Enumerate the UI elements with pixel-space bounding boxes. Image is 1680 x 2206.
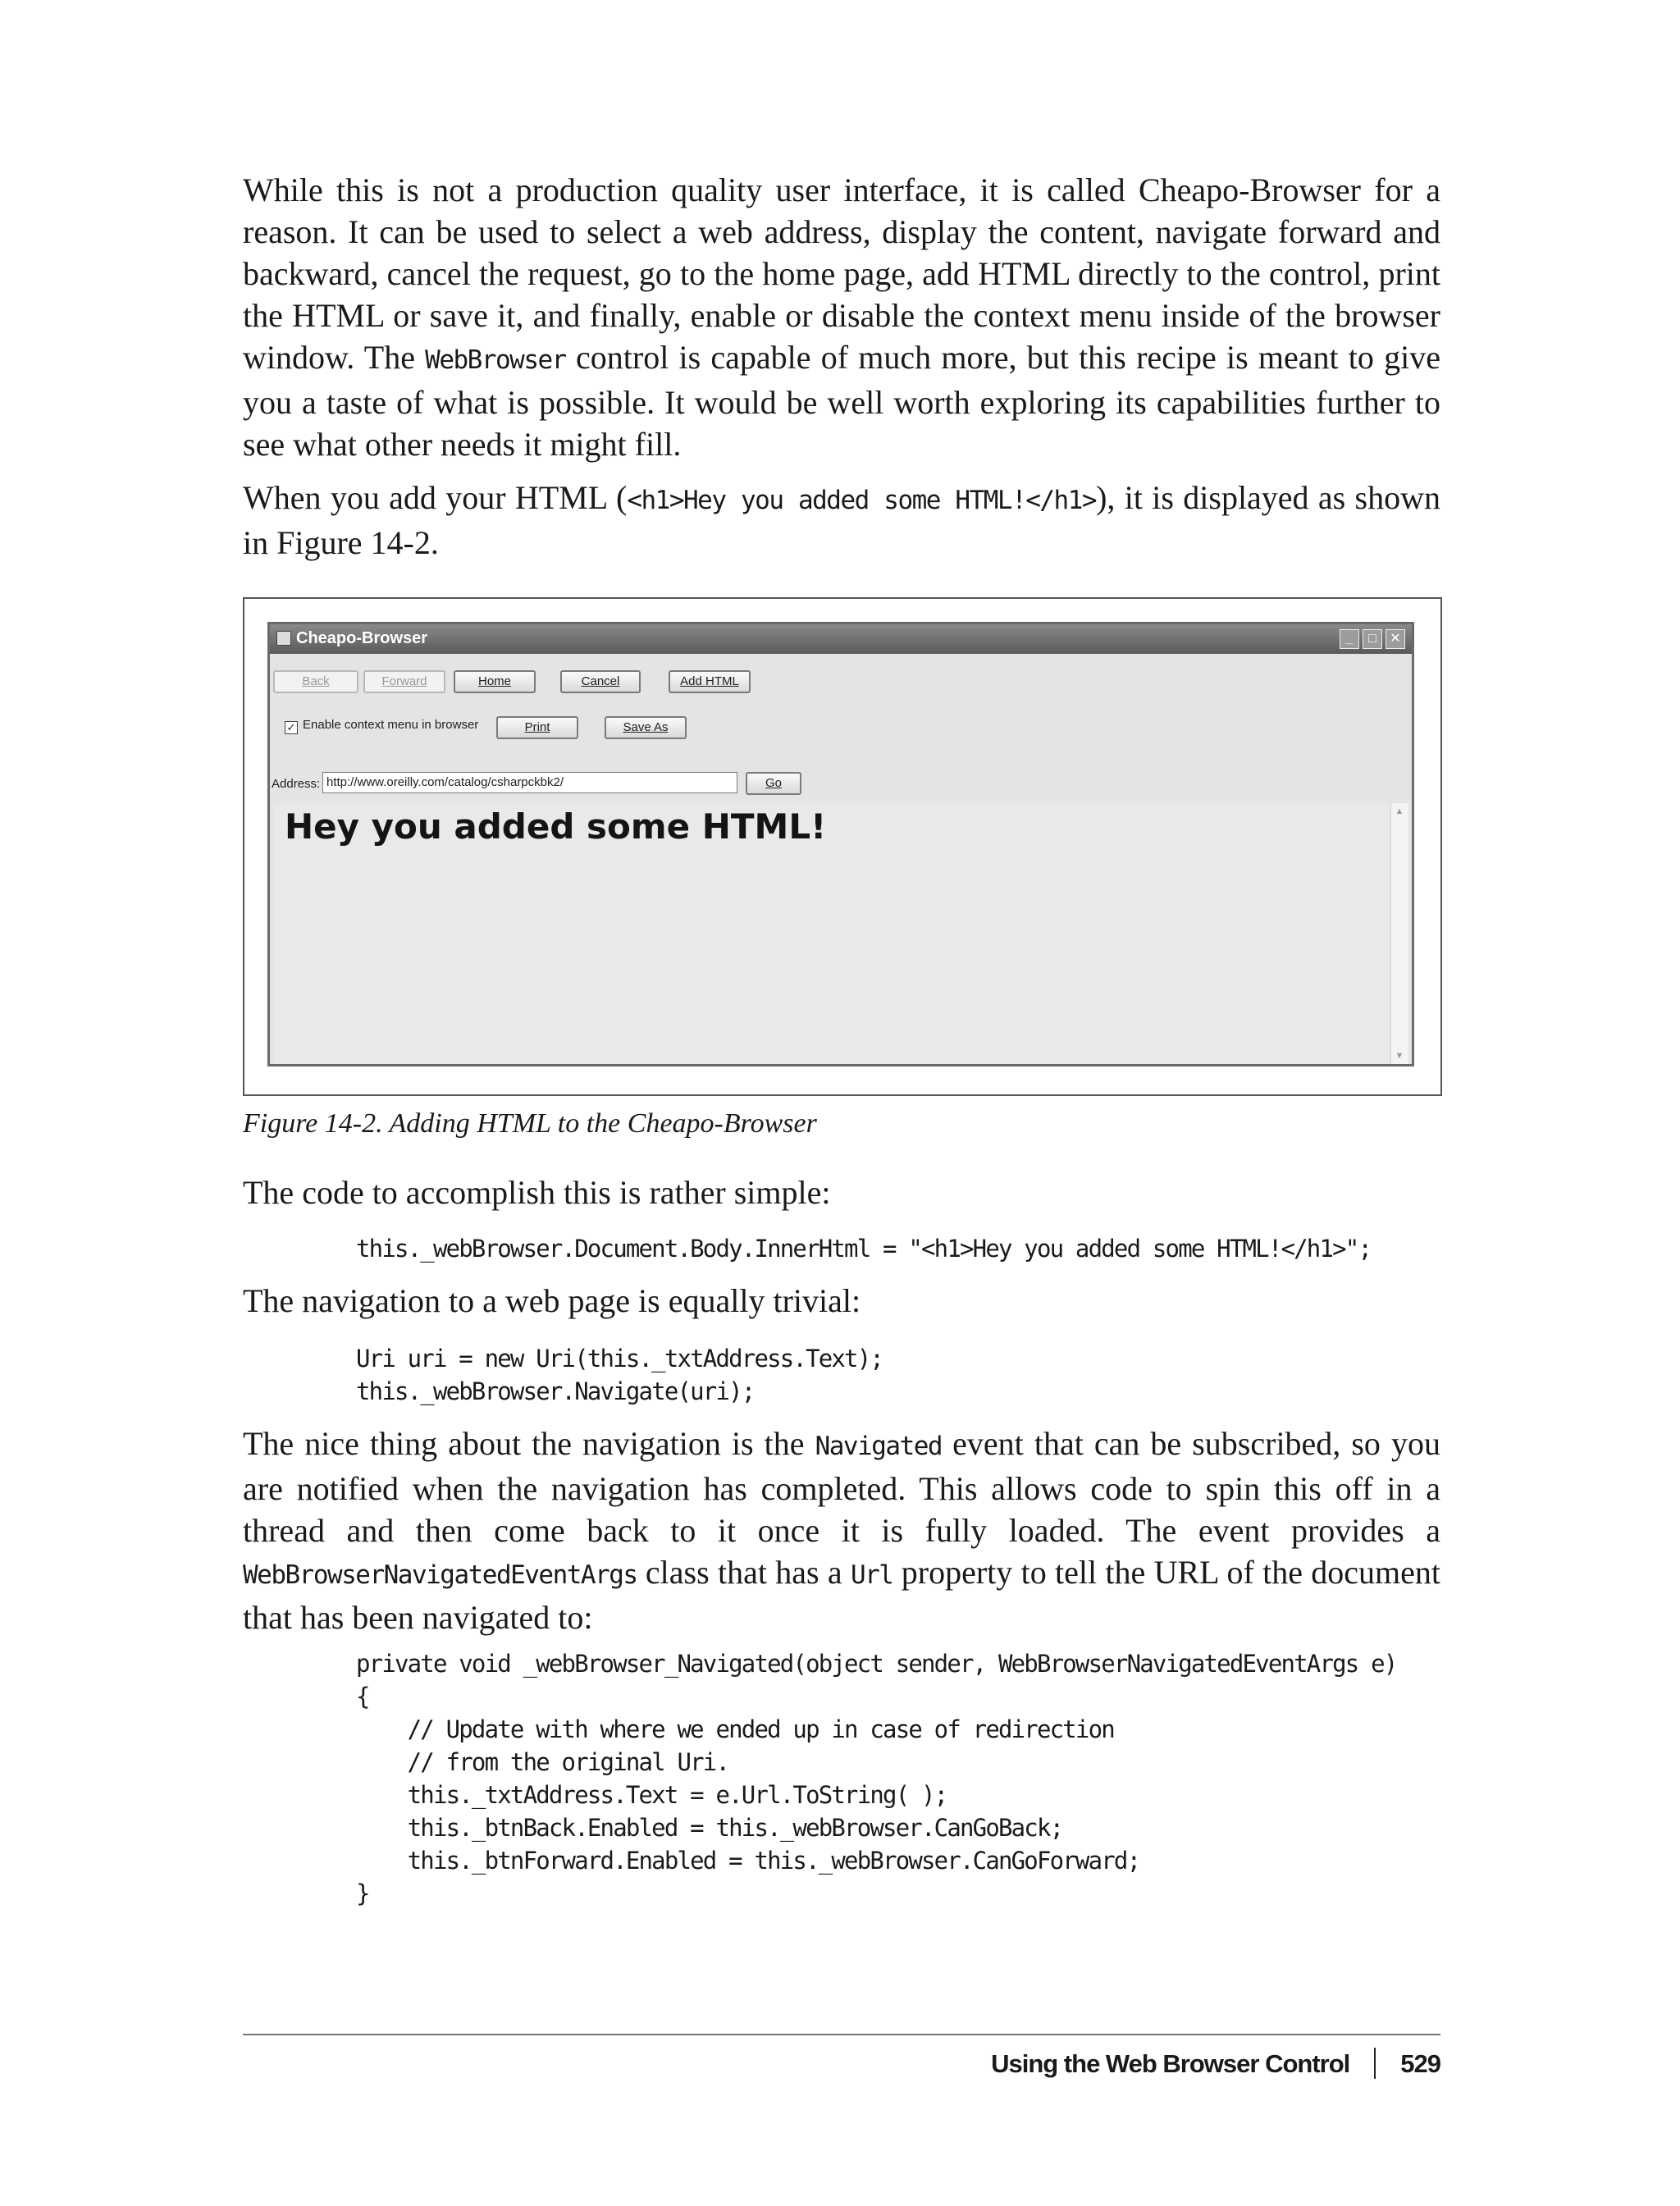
inline-code: Navigated	[815, 1432, 943, 1461]
window-title: Cheapo-Browser	[296, 629, 428, 647]
context-menu-checkbox[interactable]: ✓	[285, 721, 298, 734]
footer-separator	[1374, 2048, 1376, 2079]
page-footer	[991, 2048, 1440, 2079]
text: event that can be subscribed, so you are notified when the navigation has completed. This allows code to spin this off in a thread and then come back to it once it is fully loaded. The event provides a	[243, 1425, 1440, 1549]
text: class that has a	[637, 1554, 851, 1591]
browser-content-area	[273, 803, 1394, 1064]
address-input[interactable]: http://www.oreilly.com/catalog/csharpckbk2/	[322, 772, 737, 793]
print-button[interactable]: Print	[496, 716, 578, 739]
go-button[interactable]: Go	[746, 772, 801, 795]
add-html-button[interactable]: Add HTML	[669, 670, 751, 693]
home-button[interactable]: Home	[454, 670, 536, 693]
scroll-up-icon[interactable]: ▲	[1395, 806, 1404, 816]
save-as-button[interactable]: Save As	[605, 716, 687, 739]
text: control is capable of much more, but this recipe is meant to give you a taste of what is possible. It would be well worth exploring its capabilities further to see what other needs it might fill.	[243, 339, 1440, 463]
paragraph-navigation: The navigation to a web page is equally trivial:	[243, 1282, 861, 1319]
scroll-down-icon[interactable]: ▼	[1395, 1051, 1404, 1061]
footer-section-title: Using the Web Browser Control	[991, 2049, 1350, 2078]
text: ), it is displayed as shown in Figure 14-2.	[243, 479, 1440, 561]
address-label: Address:	[272, 777, 321, 791]
footer-rule	[243, 2034, 1440, 2035]
paragraph-intro	[243, 169, 1440, 465]
forward-button[interactable]: Forward	[363, 670, 445, 693]
text: While this is not a production quality user interface, it is called Cheapo-Browser for a reason. It can be used to select a web address, display the content, navigate forward and backward, cancel the request, go to the home page, add HTML directly to the control, print the HTML or save it, and finally, enable or disable the context menu inside of the browser window. The	[243, 171, 1440, 376]
paragraph-code-intro: The code to accomplish this is rather simple:	[243, 1174, 831, 1211]
figure-caption: Figure 14-2. Adding HTML to the Cheapo-Browser	[243, 1108, 817, 1139]
minimize-icon[interactable]: _	[1340, 629, 1359, 649]
code-block-navigate: Uri uri = new Uri(this._txtAddress.Text); this._webBrowser.Navigate(uri);	[356, 1345, 883, 1405]
code-block-event-handler: private void _webBrowser_Navigated(object sender, WebBrowserNavigatedEventArgs e) { // Update with where we ended up in case of redirection // from the original Uri. this._txtAddress.Text = e.Url.ToString( ); this._btnBack.Enabled = this._webBrowser.CanGoBack; this._btnForward.Enabled = this._webBrowser.CanGoForward; }	[356, 1650, 1397, 1907]
window-titlebar	[270, 624, 1412, 654]
back-button[interactable]: Back	[273, 670, 358, 693]
text: When you add your HTML (	[243, 479, 628, 516]
browser-window-screenshot	[267, 622, 1414, 1066]
maximize-icon[interactable]: □	[1363, 629, 1382, 649]
close-icon[interactable]: ✕	[1386, 629, 1405, 649]
context-menu-checkbox-label: Enable context menu in browser	[303, 718, 479, 732]
inline-code: WebBrowser	[425, 345, 566, 375]
inline-code: <h1>Hey you added some HTML!</h1>	[627, 486, 1097, 515]
vertical-scrollbar[interactable]	[1390, 803, 1408, 1064]
figure-frame	[243, 597, 1442, 1096]
inline-code: WebBrowserNavigatedEventArgs	[243, 1560, 637, 1590]
page-number: 529	[1400, 2049, 1440, 2078]
cancel-button[interactable]: Cancel	[560, 670, 641, 693]
paragraph-figure-ref	[243, 477, 1440, 564]
paragraph-navigated-event	[243, 1423, 1440, 1638]
text: property to tell the URL of the document that has been navigated to:	[243, 1554, 1440, 1636]
text: The nice thing about the navigation is the	[243, 1425, 815, 1462]
content-heading: Hey you added some HTML!	[285, 806, 827, 847]
code-block-innerhtml: this._webBrowser.Document.Body.InnerHtml = "<h1>Hey you added some HTML!</h1>";	[356, 1235, 1372, 1263]
inline-code: Url	[850, 1560, 893, 1590]
app-icon	[276, 631, 291, 646]
